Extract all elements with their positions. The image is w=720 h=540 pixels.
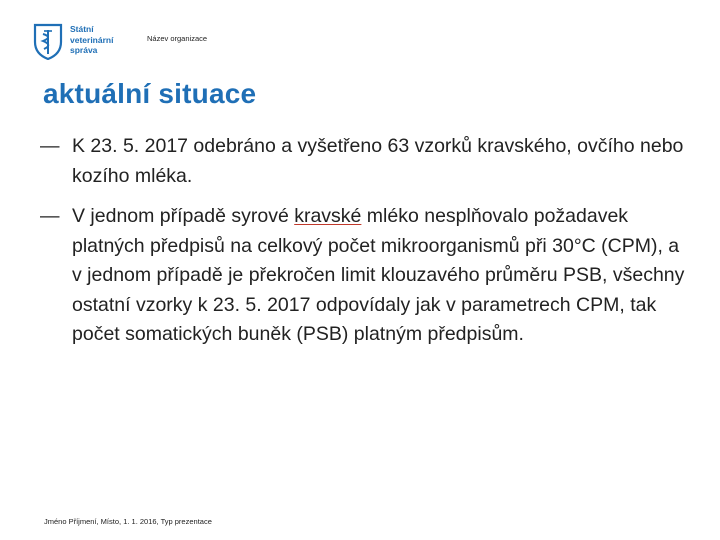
underlined-word: kravské: [294, 205, 362, 227]
bullet-text-part: V jednom případě syrové: [72, 205, 295, 227]
organization-name: Název organizace: [147, 34, 208, 43]
caduceus-shield-icon: [32, 22, 64, 60]
bullet-text: K 23. 5. 2017 odebráno a vyšetřeno 63 vzorků kravského, ovčího nebo kozího mléka.: [72, 135, 684, 187]
footer-text: Jméno Příjmení, Místo, 1. 1. 2016, Typ prezentace: [44, 517, 212, 526]
slide-title: aktuální situace: [43, 78, 257, 109]
logo-line: veterinární: [70, 34, 114, 45]
bullet-marker: —: [40, 135, 60, 157]
bullet-text-part: mléko nesplňovalo požadavek platných předpisů na celkový počet mikroorganismů při 30°C (CPM), a v jednom případě je překročen limit klouzavého průměru PSB, všechny ostatní vzorky k 23. 5. 2017 odpovídaly jak v parametrech CPM, tak počet somatických buněk (PSB) platným předpisům.: [72, 205, 685, 345]
logo-line: Státní: [70, 24, 94, 34]
svs-logo: [32, 22, 142, 62]
bullet-item: [40, 132, 690, 191]
bullet-marker: —: [40, 205, 60, 227]
logo-line: správa: [70, 45, 98, 55]
bullet-list: [40, 132, 690, 361]
bullet-item: [40, 202, 690, 350]
logo-wordmark: [70, 24, 113, 56]
